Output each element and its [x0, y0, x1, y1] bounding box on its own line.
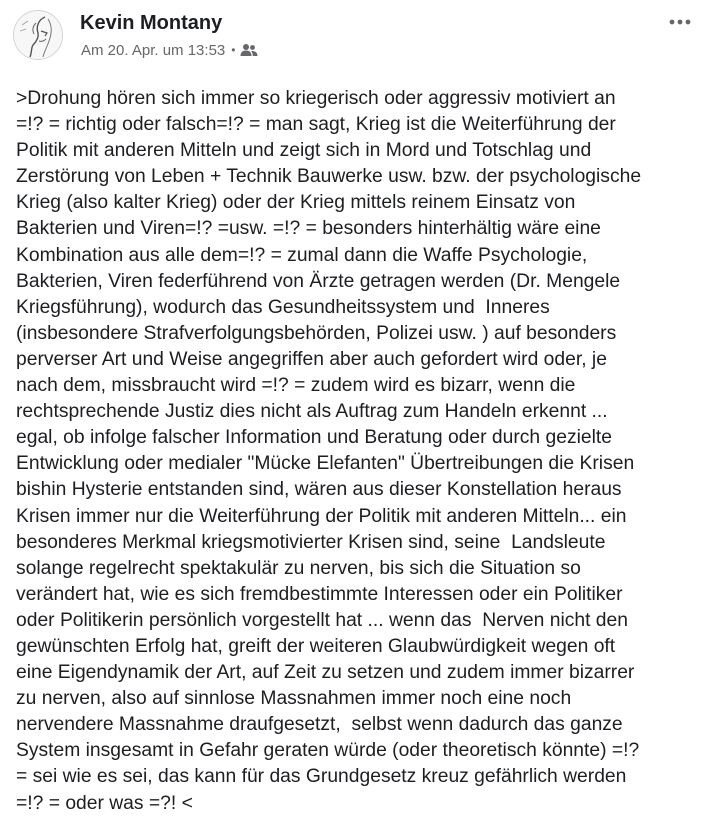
avatar[interactable] [13, 10, 63, 60]
author-name[interactable]: Kevin Montany [80, 12, 223, 34]
meta-separator: • [231, 43, 236, 57]
avatar-sketch-icon [14, 11, 62, 59]
more-options-button[interactable] [664, 10, 696, 34]
more-horizontal-icon [669, 19, 691, 25]
friends-icon[interactable] [240, 43, 258, 57]
post-meta [81, 40, 258, 60]
post-body: >Drohung hören sich immer so kriegerisch oder aggressiv motiviert an =!? = richtig oder falsch=!? = man sagt, Krieg ist die Weiterführung der Politik mit anderen Mitteln und zeigt sich in Mord und Totschlag und Zerstörung von Leben + Technik Bauwerke usw. bzw. der psychologische Krieg (also kalter Krieg) oder der Krieg mittels reinem Einsatz von Bakterien und Viren=!? =usw. =!? = besonders hinterhältig wäre eine Kombination aus alle dem=!? = zumal dann die Waffe Psychologie, Bakterien, Viren federführend von Ärzte getragen werden (Dr. Mengele Kriegsführung), wodurch das Gesundheitssystem und Inneres (insbesondere Strafverfolgungsbehörden, Polizei usw. ) auf besonders perverser Art und Weise angegriffen aber auch gefordert wird oder, je nach dem, missbraucht wird =!? = zudem wird es bizarr, wenn die rechtsprechende Justiz dies nicht als Auftrag zum Handeln erkennt ... egal, ob infolge falscher Information und Beratung oder durch gezielte Entwicklung oder medialer "Mücke Elefanten" Übertreibungen die Krisen bishin Hysterie entstanden sind, wären aus dieser Konstellation heraus Krisen immer nur die Weiterführung der Politik mit anderen Mitteln... ein besonderes Merkmal kriegsmotivierter Krisen sind, seine Landsleute solange regelrecht spektakulär zu nerven, bis sich die Situation so verändert hat, wie es sich fremdbestimmte Interessen oder ein Politiker oder Politikerin persönlich vorgestellt hat ... wenn das Nerven nicht den gewünschten Erfolg hat, greift der weiteren Glaubwürdigkeit wegen oft eine Eigendynamik der Art, auf Zeit zu setzen und zudem immer bizarrer zu nerven, also auf sinnlose Massnahmen immer noch eine noch nervendere Massnahme draufgesetzt, selbst wenn dadurch das ganze System insgesamt in Gefahr geraten würde (oder theoretisch könnte) =!? = sei wie es sei, das kann für das Grundgesetz kreuz gefährlich werden =!? = oder was =?! < [16, 88, 642, 814]
post-header [0, 0, 712, 72]
post-timestamp[interactable]: Am 20. Apr. um 13:53 [81, 41, 226, 59]
